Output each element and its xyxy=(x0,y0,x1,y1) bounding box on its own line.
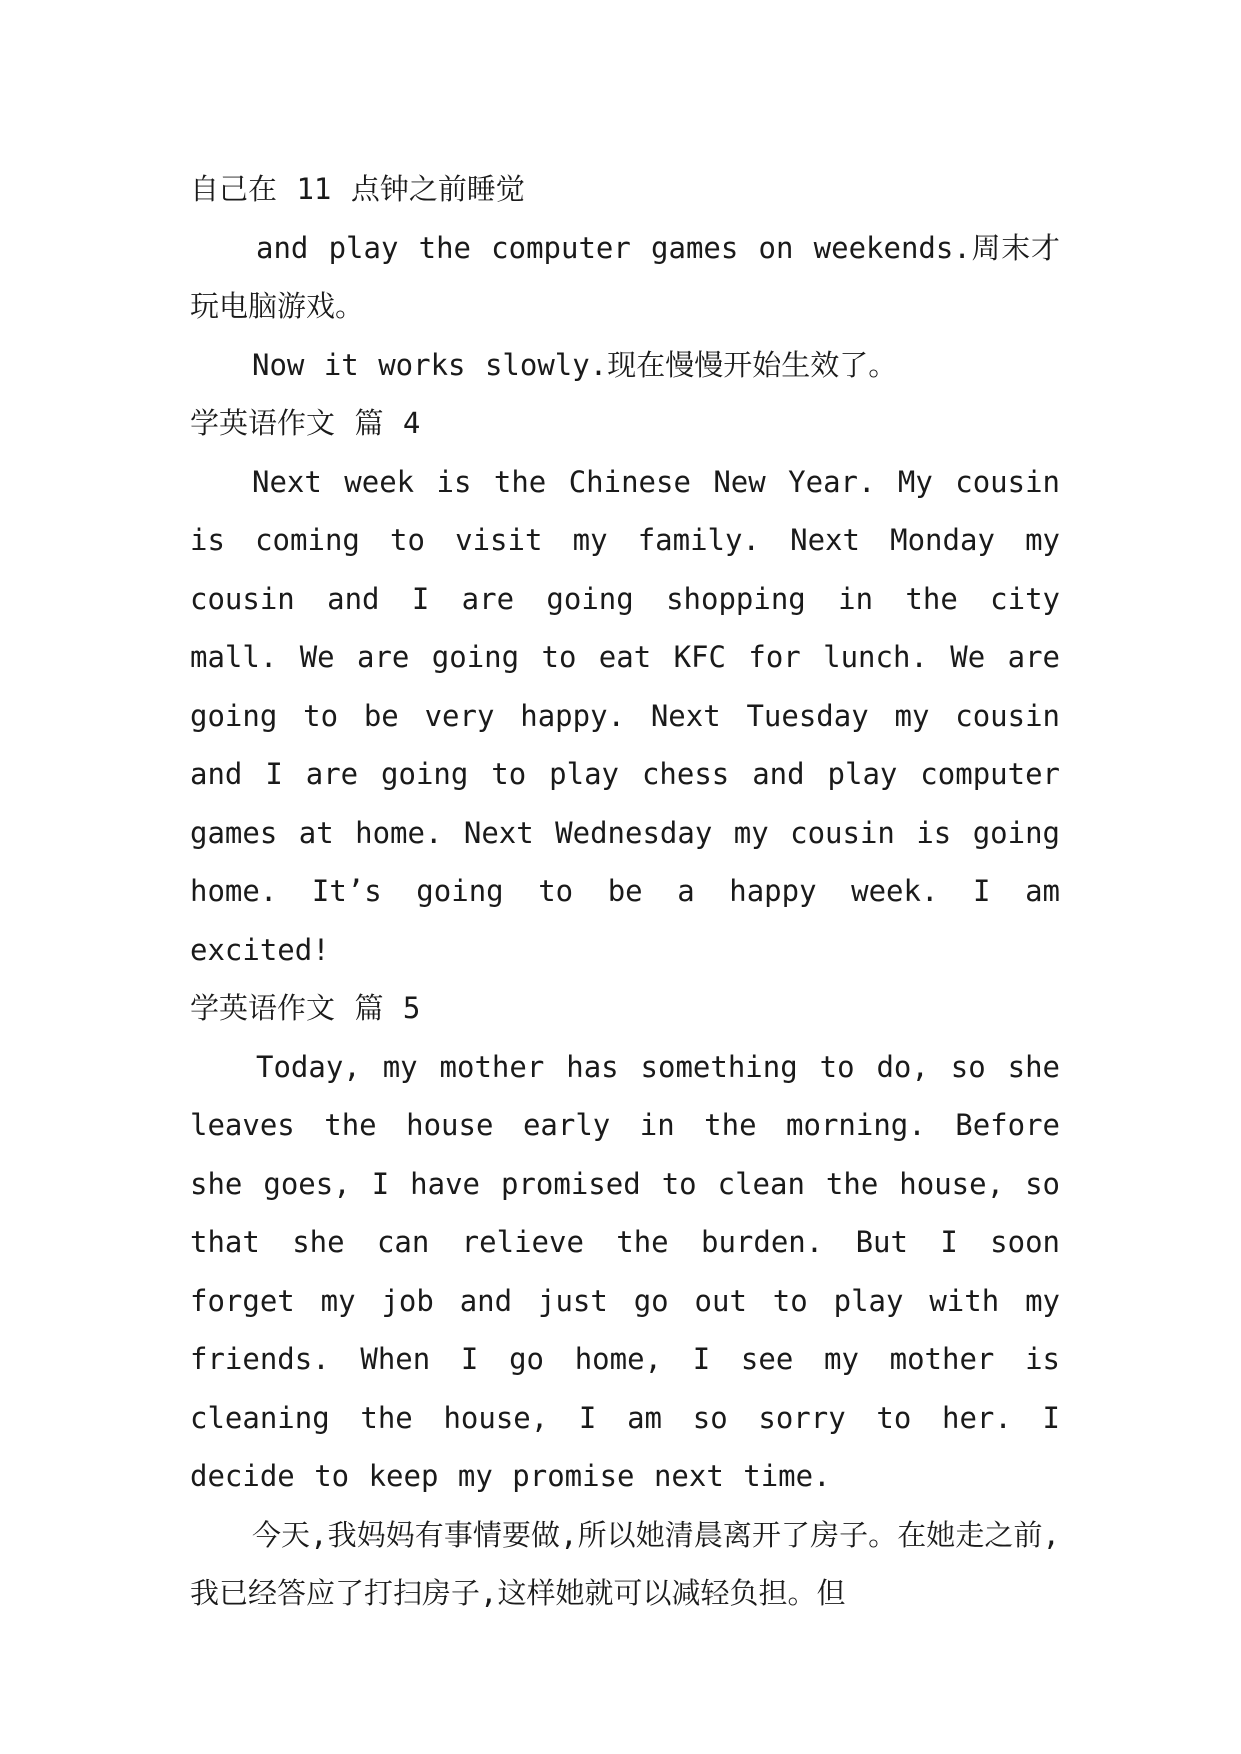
paragraph-essay-5-english: Today, my mother has something to do, so she leaves the house early in the morning. Before she goes, I have promised to clean the house, so that she can relieve the burden. But I soon forget my job and just go out to play with my friends. When I go home, I see my mother is cleaning the house, I am so sorry to her. I decide to keep my promise next time. xyxy=(190,1049,1060,1493)
paragraph-essay-5-chinese: 今天,我妈妈有事情要做,所以她清晨离开了房子。在她走之前,我已经答应了打扫房子,这样她就可以减轻负担。但 xyxy=(190,1517,1060,1610)
document-body xyxy=(190,160,1060,1623)
paragraph-bedtime: 自己在 11 点钟之前睡觉 xyxy=(190,172,525,206)
paragraph-works-slowly: Now it works slowly.现在慢慢开始生效了。 xyxy=(252,347,898,382)
section-heading-5: 学英语作文 篇 5 xyxy=(190,991,421,1025)
paragraph-essay-4: Next week is the Chinese New Year. My cousin is coming to visit my family. Next Monday my cousin and I are going shopping in the city mall. We are going to eat KFC for lunch. We are going to be very happy. Next Tuesday my cousin and I are going to play chess and play computer games at home. Next Wednesday my cousin is going home. It’s going to be a happy week. I am excited! xyxy=(190,464,1060,967)
section-heading-4: 学英语作文 篇 4 xyxy=(190,406,421,440)
paragraph-weekend-games: and play the computer games on weekends.周末才玩电脑游戏。 xyxy=(190,230,1060,323)
